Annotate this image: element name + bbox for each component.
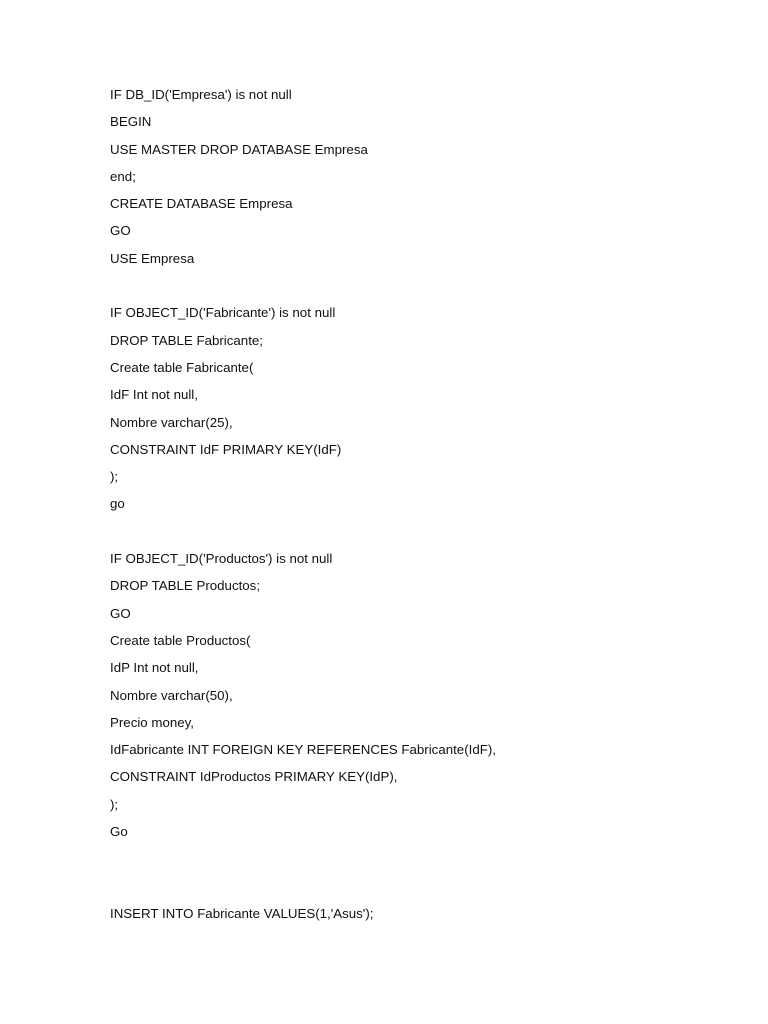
code-line: GO [110, 223, 131, 239]
code-line: Create table Fabricante( [110, 359, 254, 375]
code-line: Precio money, [110, 714, 195, 730]
code-line: IdF Int not null, [110, 387, 198, 403]
code-line: end; [110, 168, 136, 184]
code-line: GO [110, 605, 131, 621]
code-line: CREATE DATABASE Empresa [110, 196, 293, 212]
code-line: Nombre varchar(50), [110, 687, 233, 703]
blank-line [110, 522, 730, 549]
code-line: USE Empresa [110, 250, 195, 266]
code-line: Go [110, 824, 128, 840]
code-line: IF OBJECT_ID('Fabricante') is not null [110, 305, 336, 321]
blank-line [110, 276, 730, 303]
code-line: USE MASTER DROP DATABASE Empresa [110, 141, 368, 157]
blank-line [110, 849, 730, 876]
code-line: INSERT INTO Fabricante VALUES(1,'Asus'); [110, 905, 374, 921]
code-line: BEGIN [110, 114, 152, 130]
code-line: CONSTRAINT IdProductos PRIMARY KEY(IdP), [110, 769, 398, 785]
code-line: ); [110, 796, 119, 812]
code-line: IF DB_ID('Empresa') is not null [110, 87, 292, 102]
code-line: DROP TABLE Productos; [110, 578, 261, 594]
code-line: IF OBJECT_ID('Productos') is not null [110, 551, 333, 567]
sql-script-text [110, 85, 730, 931]
code-line: IdFabricante INT FOREIGN KEY REFERENCES Fabricante(IdF), [110, 742, 496, 758]
code-line: CONSTRAINT IdF PRIMARY KEY(IdF) [110, 441, 342, 457]
code-line: go [110, 496, 125, 512]
code-line: DROP TABLE Fabricante; [110, 332, 263, 348]
code-line: IdP Int not null, [110, 660, 199, 676]
code-line: ); [110, 469, 119, 485]
blank-line [110, 877, 730, 904]
code-line: Nombre varchar(25), [110, 414, 233, 430]
code-line: Create table Productos( [110, 632, 251, 648]
